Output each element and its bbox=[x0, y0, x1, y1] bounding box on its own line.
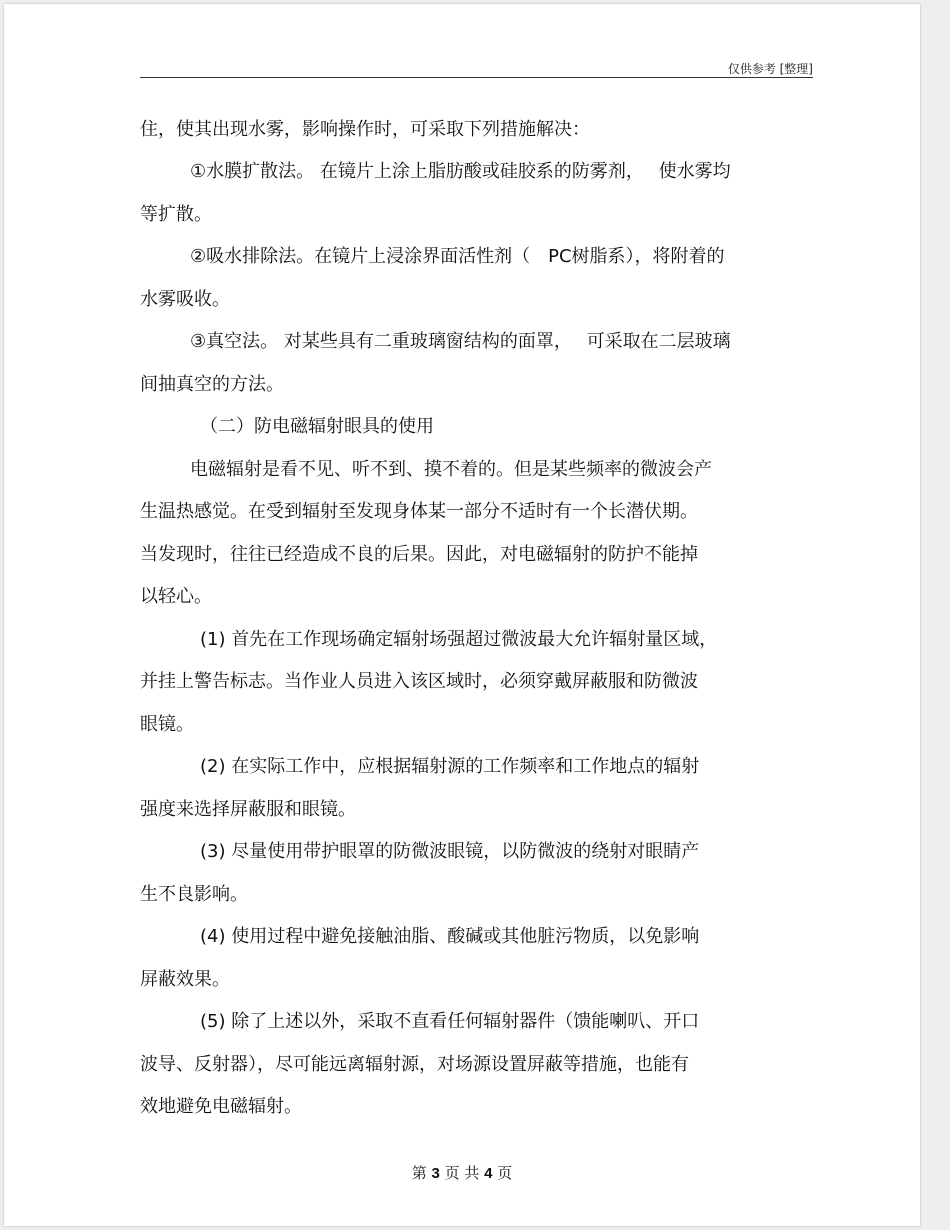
footer-suffix: 页 bbox=[497, 1164, 513, 1182]
body-line: (4) 使用过程中避免接触油脂、酸碱或其他脏污物质，以免影响 bbox=[200, 926, 700, 947]
body-line: (2) 在实际工作中，应根据辐射源的工作频率和工作地点的辐射 bbox=[200, 756, 700, 777]
body-line: 等扩散。 bbox=[140, 204, 212, 225]
body-line: 电磁辐射是看不见、听不到、摸不着的。但是某些频率的微波会产 bbox=[190, 459, 712, 480]
footer-mid: 页 共 bbox=[444, 1164, 480, 1182]
body-line: (1) 首先在工作现场确定辐射场强超过微波最大允许辐射量区域， bbox=[200, 629, 718, 650]
body-line: 并挂上警告标志。当作业人员进入该区域时，必须穿戴屏蔽服和防微波 bbox=[140, 671, 698, 692]
body-line: 屏蔽效果。 bbox=[140, 969, 230, 990]
page-footer bbox=[4, 1162, 920, 1183]
body-line: 水雾吸收。 bbox=[140, 289, 230, 310]
section-heading: （二）防电磁辐射眼具的使用 bbox=[200, 416, 434, 437]
body-line: (3) 尽量使用带护眼罩的防微波眼镜，以防微波的绕射对眼睛产 bbox=[200, 841, 700, 862]
body-line: ①水膜扩散法。 在镜片上涂上脂肪酸或硅胶系的防雾剂， 使水雾均 bbox=[190, 161, 731, 182]
body-line: 以轻心。 bbox=[140, 586, 212, 607]
body-line: 效地避免电磁辐射。 bbox=[140, 1096, 302, 1117]
body-line: 生不良影响。 bbox=[140, 884, 248, 905]
body-line: 波导、反射器），尽可能远离辐射源，对场源设置屏蔽等措施，也能有 bbox=[140, 1054, 689, 1075]
total-page-count: 4 bbox=[484, 1165, 493, 1182]
body-line: (5) 除了上述以外，采取不直看任何辐射器件（馈能喇叭、开口 bbox=[200, 1011, 700, 1032]
current-page-number: 3 bbox=[431, 1165, 440, 1182]
document-page bbox=[4, 4, 920, 1226]
body-line: 眼镜。 bbox=[140, 714, 194, 735]
body-line: 住，使其出现水雾，影响操作时，可采取下列措施解决： bbox=[140, 119, 590, 140]
body-line: 强度来选择屏蔽服和眼镜。 bbox=[140, 799, 356, 820]
body-line: 当发现时，往往已经造成不良的后果。因此，对电磁辐射的防护不能掉 bbox=[140, 544, 698, 565]
footer-prefix: 第 bbox=[411, 1164, 427, 1182]
body-line: ③真空法。 对某些具有二重玻璃窗结构的面罩， 可采取在二层玻璃 bbox=[190, 331, 731, 352]
body-line: ②吸水排除法。在镜片上浸涂界面活性剂（ PC树脂系），将附着的 bbox=[190, 246, 725, 267]
header-rule bbox=[140, 77, 813, 78]
page-header: 仅供参考 [整理] bbox=[727, 62, 813, 76]
body-line: 生温热感觉。在受到辐射至发现身体某一部分不适时有一个长潜伏期。 bbox=[140, 501, 698, 522]
body-line: 间抽真空的方法。 bbox=[140, 374, 284, 395]
